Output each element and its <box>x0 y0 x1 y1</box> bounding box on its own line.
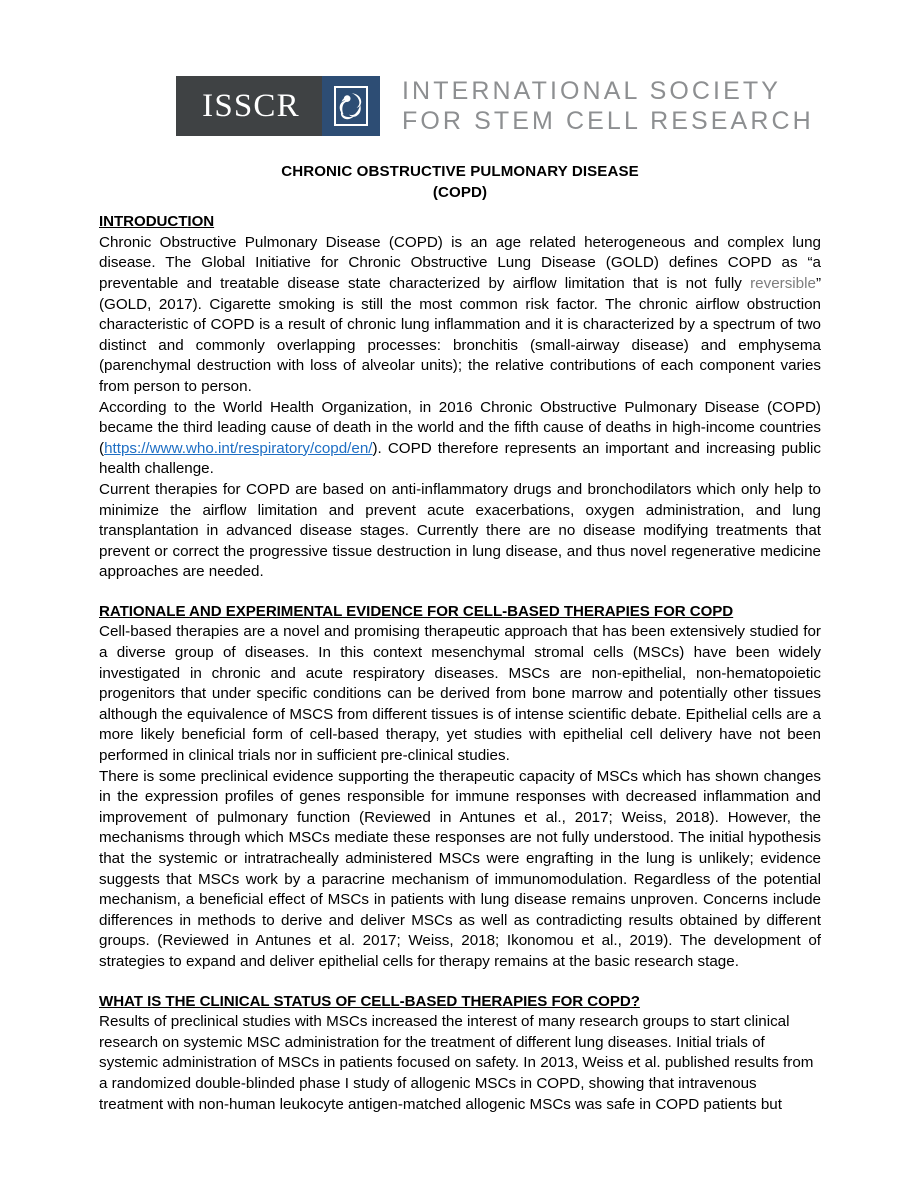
document-title-line-1: CHRONIC OBSTRUCTIVE PULMONARY DISEASE <box>281 163 639 180</box>
document-title <box>99 162 821 203</box>
document-body <box>99 162 821 1115</box>
spacer <box>99 973 821 992</box>
logo-text-line-2: FOR STEM CELL RESEARCH <box>402 107 814 135</box>
spacer <box>99 203 821 212</box>
section-heading-introduction: INTRODUCTION <box>99 213 215 231</box>
paragraph-intro-3: Current therapies for COPD are based on anti-inflammatory drugs and bronchodilators which only help to minimize the airflow limitation and prevent acute exacerbations, oxygen administration, and lung transplantation in advanced disease stages. Currently there are no disease modifying treatments that prevent or correct the progressive tissue destruction in lung disease, and thus novel regenerative medicine approaches are needed. <box>99 480 821 581</box>
spacer <box>99 583 821 602</box>
isscr-logo <box>176 76 814 136</box>
paragraph-text: Chronic Obstructive Pulmonary Disease (COPD) is an age related heterogeneous and complex lung disease. The Global Initiative for Chronic Obstructive Lung Disease (GOLD) defines COPD as “a preventable and treatable disease state characterized by airflow limitation that is not fully <box>99 233 821 292</box>
paragraph-text: According to the World Health Organization, in 2016 Chronic Obstructive Pulmonary Disease (COPD) became the third leading cause of death in the world and the fifth cause of deaths in high-income countries ( <box>99 398 821 457</box>
logo-wordmark-panel <box>176 76 322 136</box>
logo-icon-panel <box>322 76 380 136</box>
paragraph-rationale-2: There is some preclinical evidence supporting the therapeutic capacity of MSCs which has shown changes in the expression profiles of genes responsible for immune responses with decreased inflammation and improvement of pulmonary function (Reviewed in Antunes et al., 2017; Weiss, 2018). However, the mechanisms through which MSCs mediate these responses are not fully understood. The initial hypothesis that the systemic or intratracheally administered MSCs were engrafting in the lung is unlikely; evidence suggests that MSCs work by a paracrine mechanism of immunomodulation. Regardless of the potential mechanism, a beneficial effect of MSCs in patients with lung disease remains unproven. Concerns include differences in methods to derive and deliver MSCs as well as contradicting results obtained by different groups. (Reviewed in Antunes et al. 2017; Weiss, 2018; Ikonomou et al., 2019). The development of strategies to expand and deliver epithelial cells for therapy remains at the basic research stage. <box>99 767 821 970</box>
paragraph-intro-1 <box>99 233 821 398</box>
paragraph-intro-2 <box>99 398 821 480</box>
section-heading-rationale: RATIONALE AND EXPERIMENTAL EVIDENCE FOR CELL-BASED THERAPIES FOR COPD <box>99 602 734 620</box>
paragraph-rationale-1: Cell-based therapies are a novel and promising therapeutic approach that has been extensively studied for a diverse group of diseases. In this context mesenchymal stromal cells (MSCs) have been widely investigated in chronic and acute respiratory diseases. MSCs are non-epithelial, non-hematopoietic progenitors that under specific conditions can be derived from bone marrow and potentially other tissues although the equivalence of MSCS from different tissues is of intense scientific debate. Epithelial cells are a more likely beneficial form of cell-based therapy, yet studies with epithelial cell delivery have not been performed in clinical trials nor in sufficient pre-clinical studies. <box>99 623 821 765</box>
muted-word-reversible: reversible <box>750 274 816 292</box>
document-title-line-2: (COPD) <box>432 183 488 201</box>
logo-text-line-1: INTERNATIONAL SOCIETY <box>402 76 782 105</box>
logo-text-block <box>402 76 814 136</box>
logo-wordmark-text: ISSCR <box>202 87 300 124</box>
logo-mark <box>176 76 380 136</box>
paragraph-text: ” (GOLD, 2017). Cigarette smoking is still the most common risk factor. The chronic airflow obstruction characteristic of COPD is a result of chronic lung inflammation and it is characterized by a spectrum of two distinct and commonly overlapping processes: bronchitis (small-airway disease) and emphysema (parenchymal destruction with loss of alveolar units); the relative contributions of each component varies from person to person. <box>99 274 821 395</box>
who-copd-link[interactable]: https://www.who.int/respiratory/copd/en/ <box>104 439 373 457</box>
paragraph-text: ). COPD therefore represents an important and increasing public health challenge. <box>99 439 821 478</box>
isscr-spiral-cell-icon <box>334 86 368 126</box>
section-heading-clinical-status: WHAT IS THE CLINICAL STATUS OF CELL-BASED THERAPIES FOR COPD? <box>99 992 640 1010</box>
paragraph-clinical-1: Results of preclinical studies with MSCs increased the interest of many research groups to start clinical research on systemic MSC administration for the treatment of different lung diseases. Initial trials of systemic administration of MSCs in patients focused on safety. In 2013, Weiss et al. published results from a randomized double-blinded phase I study of allogenic MSCs in COPD, showing that intravenous treatment with non-human leukocyte antigen-matched allogenic MSCs was safe in COPD patients but <box>99 1013 814 1113</box>
